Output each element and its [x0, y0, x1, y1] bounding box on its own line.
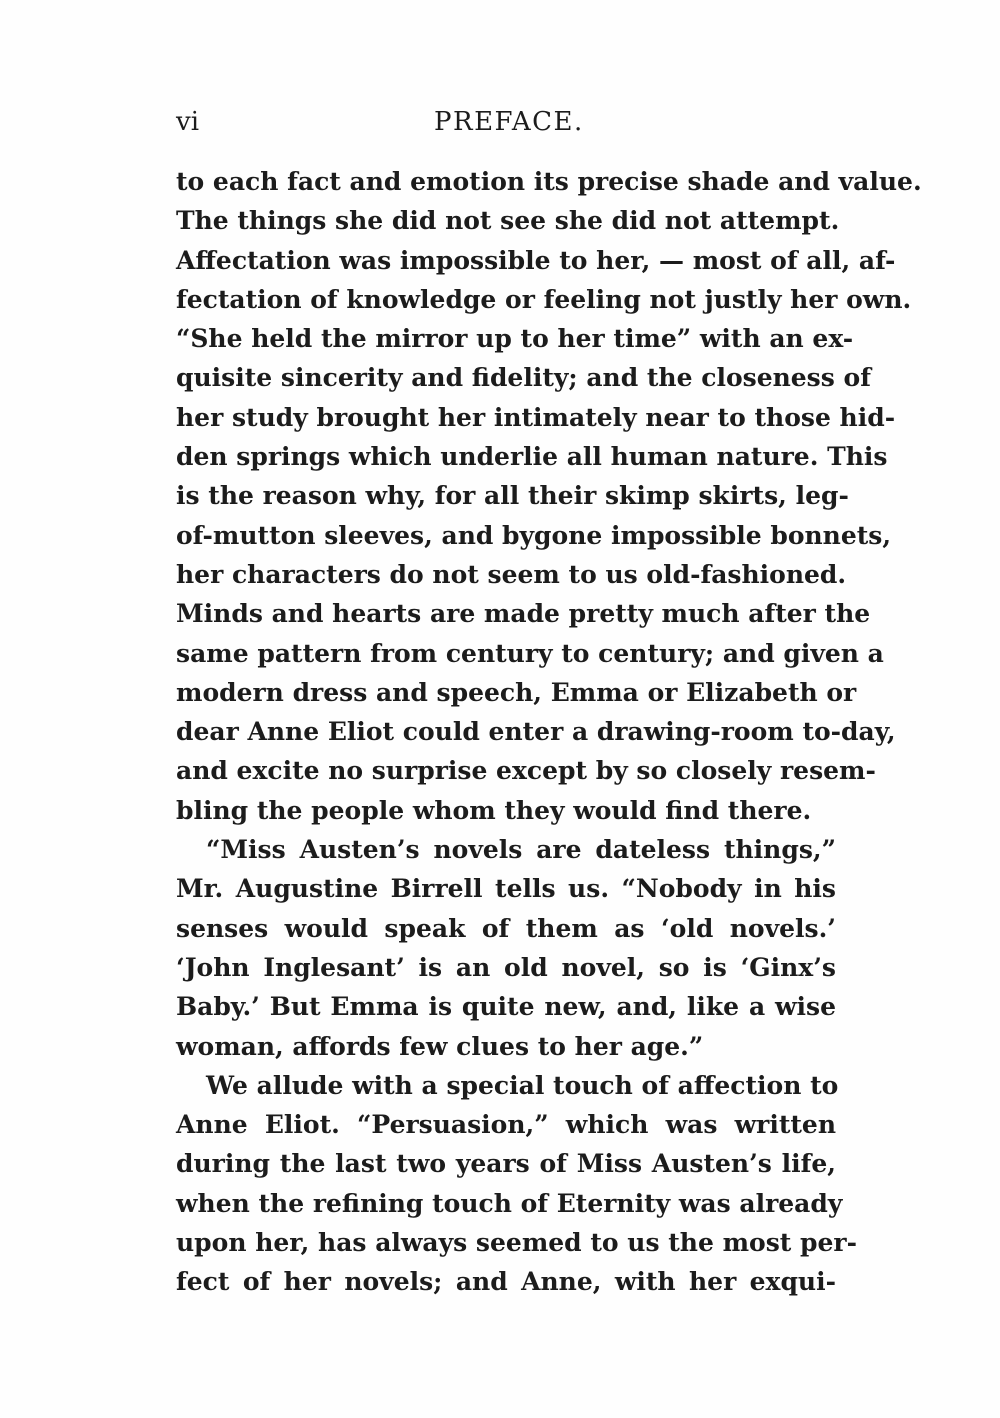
text-line: her study brought her intimately near to those hid-: [176, 402, 896, 432]
text-line: and excite no surprise except by so closely resem-: [176, 756, 876, 786]
text-line: modern dress and speech, Emma or Elizabeth or: [176, 677, 857, 707]
text-line: dear Anne Eliot could enter a drawing-room to-day,: [176, 717, 896, 747]
text-line: same pattern from century to century; and given a: [176, 638, 884, 668]
text-line: den springs which underlie all human nature. This: [176, 442, 888, 472]
running-head: [176, 104, 836, 140]
text-line: when the refining touch of Eternity was already: [176, 1188, 843, 1218]
text-line: fectation of knowledge or feeling not justly her own.: [176, 284, 912, 314]
running-title: PREFACE.: [434, 107, 584, 137]
text-line: Baby.’ But Emma is quite new, and, like a wise: [176, 992, 836, 1022]
text-line: to each fact and emotion its precise shade and value.: [176, 167, 922, 196]
text-line: senses would speak of them as ‘old novels.’: [176, 913, 836, 943]
text-line: ‘John Inglesant’ is an old novel, so is ‘Ginx’s: [176, 952, 836, 982]
text-line: woman, affords few clues to her age.”: [176, 1031, 704, 1061]
text-line: Minds and hearts are made pretty much after the: [176, 599, 871, 629]
text-line: during the last two years of Miss Austen’s life,: [176, 1149, 836, 1179]
text-line: “Miss Austen’s novels are dateless things,”: [206, 835, 836, 865]
text-line: Mr. Augustine Birrell tells us. “Nobody in his: [176, 874, 836, 904]
text-line: Affectation was impossible to her, — most of all, af-: [176, 245, 896, 275]
text-line: her characters do not seem to us old-fashioned.: [176, 559, 847, 589]
text-line: The things she did not see she did not attempt.: [176, 206, 840, 236]
text-line: upon her, has always seemed to us the most per-: [176, 1228, 857, 1258]
text-line: We allude with a special touch of affection to: [206, 1070, 839, 1100]
text-line: quisite sincerity and fidelity; and the closeness of: [176, 363, 871, 393]
text-line: bling the people whom they would find there.: [176, 795, 812, 825]
body-text: [176, 162, 922, 1302]
text-line: is the reason why, for all their skimp skirts, leg-: [176, 481, 849, 511]
text-line: Anne Eliot. “Persuasion,” which was written: [176, 1110, 836, 1140]
page-number: vi: [176, 107, 200, 137]
text-line: of-mutton sleeves, and bygone impossible bonnets,: [176, 520, 892, 550]
text-line: fect of her novels; and Anne, with her exqui-: [176, 1267, 836, 1297]
text-line: “She held the mirror up to her time” with an ex-: [176, 324, 854, 354]
